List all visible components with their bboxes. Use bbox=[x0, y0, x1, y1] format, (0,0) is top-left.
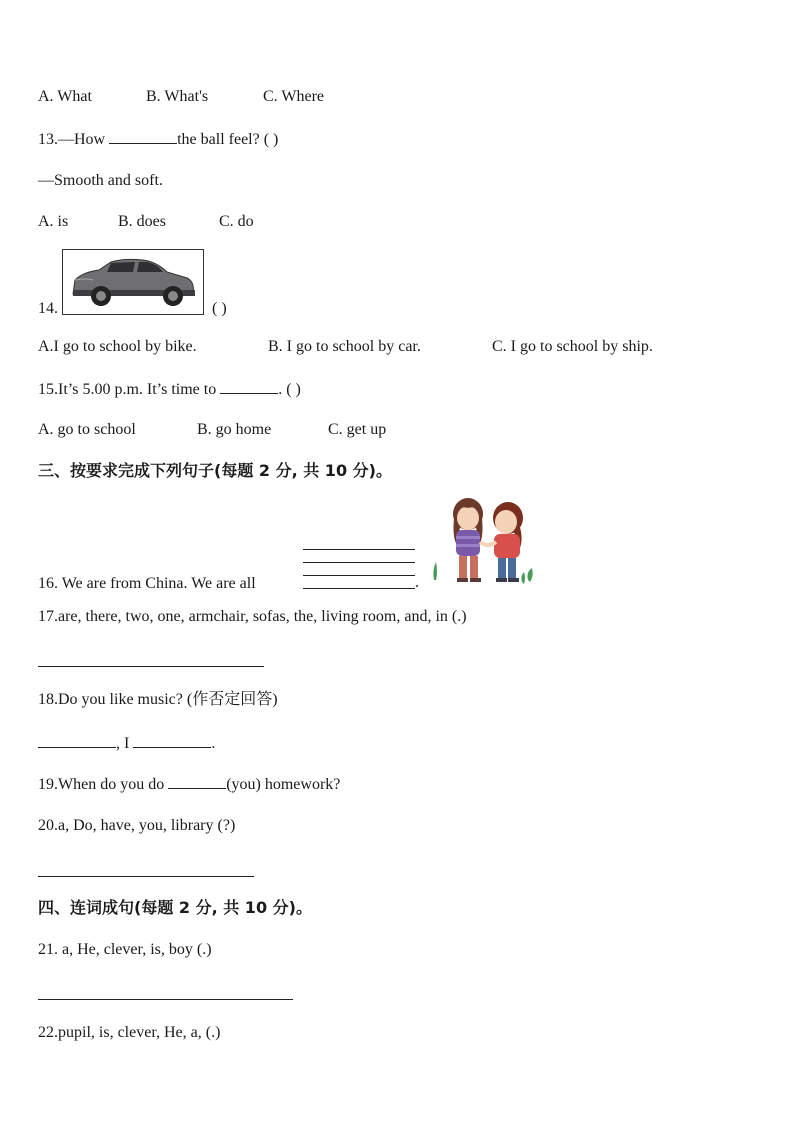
q13-option-b: B. does bbox=[118, 213, 166, 230]
q19-question bbox=[38, 774, 340, 795]
q18-text: 18.Do you like music? (作否定回答) bbox=[38, 691, 278, 708]
q17-answer-line[interactable] bbox=[38, 666, 264, 667]
q15-post: . ( ) bbox=[278, 381, 301, 398]
q16-blank-line-1[interactable] bbox=[303, 549, 415, 550]
q14-option-a: A.I go to school by bike. bbox=[38, 338, 197, 355]
q12-option-c: C. Where bbox=[263, 88, 325, 105]
q15-pre: 15.It’s 5.00 p.m. It’s time to bbox=[38, 381, 221, 398]
q18-blank-1[interactable] bbox=[38, 733, 116, 748]
q12-option-a: A. What bbox=[38, 88, 92, 105]
q14-number: 14. bbox=[38, 300, 58, 317]
section-4-heading: 四、连词成句(每题 2 分, 共 10 分)。 bbox=[38, 898, 312, 917]
q15-blank[interactable] bbox=[220, 379, 278, 394]
q18-end: . bbox=[211, 735, 216, 752]
q19-blank[interactable] bbox=[168, 774, 226, 789]
q22-text: 22.pupil, is, clever, He, a, (.) bbox=[38, 1024, 221, 1041]
q13-option-a: A. is bbox=[38, 213, 69, 230]
car-icon bbox=[63, 250, 203, 314]
q15-option-b: B. go home bbox=[197, 421, 272, 438]
q19-pre: 19.When do you do bbox=[38, 776, 169, 793]
q18-blank-2[interactable] bbox=[133, 733, 211, 748]
q18-mid: , I bbox=[116, 735, 134, 752]
q16-blank-line-3[interactable] bbox=[303, 575, 415, 576]
q13-answer: —Smooth and soft. bbox=[38, 172, 163, 189]
q21-answer-line[interactable] bbox=[38, 999, 293, 1000]
q16-text: 16. We are from China. We are all bbox=[38, 575, 256, 592]
q16-blank-line-4[interactable] bbox=[303, 588, 415, 589]
q21-text: 21. a, He, clever, is, boy (.) bbox=[38, 941, 212, 958]
q13-blank[interactable] bbox=[109, 129, 177, 144]
q13-number: 13. bbox=[38, 131, 58, 148]
q12-option-b: B. What's bbox=[146, 88, 209, 105]
q19-post: (you) homework? bbox=[226, 776, 341, 793]
q13-dash: — bbox=[58, 131, 74, 148]
q14-option-b: B. I go to school by car. bbox=[268, 338, 421, 355]
q16-end: . bbox=[415, 574, 419, 591]
q14-paren: ( ) bbox=[212, 300, 227, 317]
q16-blank-line-2[interactable] bbox=[303, 562, 415, 563]
q20-text: 20.a, Do, have, you, library (?) bbox=[38, 817, 236, 834]
car-picture bbox=[62, 249, 204, 315]
q15-option-c: C. get up bbox=[328, 421, 387, 438]
q13-question bbox=[38, 129, 278, 150]
q15-question bbox=[38, 379, 301, 400]
q13-post: the ball feel? ( ) bbox=[177, 131, 279, 148]
q14-option-c: C. I go to school by ship. bbox=[492, 338, 653, 355]
q20-answer-line[interactable] bbox=[38, 876, 254, 877]
q13-pre: How bbox=[74, 131, 110, 148]
q13-option-c: C. do bbox=[219, 213, 254, 230]
two-girls-walking bbox=[428, 496, 540, 590]
q17-text: 17.are, there, two, one, armchair, sofas, the, living room, and, in (.) bbox=[38, 608, 467, 625]
q18-answer bbox=[38, 733, 215, 754]
section-3-heading: 三、按要求完成下列句子(每题 2 分, 共 10 分)。 bbox=[38, 461, 392, 480]
q15-option-a: A. go to school bbox=[38, 421, 136, 438]
girls-icon bbox=[428, 496, 540, 590]
